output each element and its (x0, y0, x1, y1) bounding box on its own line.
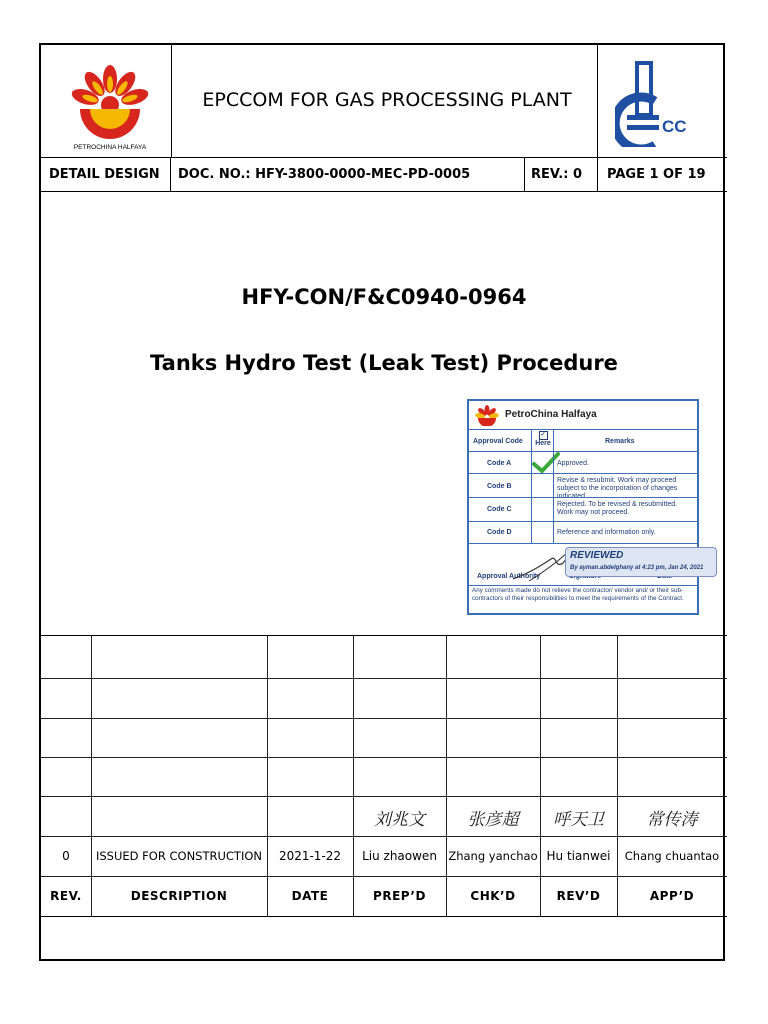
description-value: ISSUED FOR CONSTRUCTION (95, 849, 262, 863)
signature-chkd: 张彦超 (467, 810, 519, 830)
header-chkd: CHK’D (470, 889, 516, 903)
stamp-col-remarks: Remarks (605, 438, 635, 445)
stamp-note: Any comments made do not relieve the contractor/ vendor and/ or their sub-contractors of their responsibilities to meet the requirements of the Contract. (472, 587, 684, 602)
petrochina-logo (63, 57, 157, 151)
rev-label: REV.: 0 (531, 167, 582, 182)
header-title: EPCCOM FOR GAS PROCESSING PLANT (202, 89, 572, 111)
signature-appd: 常传涛 (646, 810, 698, 830)
svg-text:CC: CC (662, 117, 687, 136)
header-date: DATE (291, 889, 329, 903)
reviewed-label: REVIEWED (570, 550, 624, 561)
header-revd: REV’D (556, 889, 601, 903)
stamp-logo-icon (475, 404, 499, 426)
stamp-code-c: Code C (487, 506, 512, 513)
stamp-col-here: ✓ Here (535, 432, 551, 447)
reviewed-badge (565, 547, 717, 577)
signature-prepd: 刘兆文 (374, 810, 425, 830)
stamp-remark-a: Approved. (557, 460, 589, 467)
stamp-company: PetroChina Halfaya (505, 409, 597, 420)
header-description: DESCRIPTION (130, 889, 228, 903)
header-rev: REV. (50, 889, 82, 903)
stage-label: DETAIL DESIGN (49, 167, 160, 182)
page-number: PAGE 1 OF 19 (607, 167, 706, 182)
stamp-code-d: Code D (487, 529, 512, 536)
petrochina-logo-text: PETROCHINA HALFAYA (73, 144, 147, 151)
stamp-col-code: Approval Code (473, 438, 523, 445)
doc-number: DOC. NO.: HFY-3800-0000-MEC-PD-0005 (178, 167, 471, 182)
stamp-footer-authority: Approval Authority (477, 573, 541, 580)
date-value: 2021-1-22 (278, 849, 342, 863)
header-appd: APP’D (649, 889, 695, 903)
signature-revd: 呼天卫 (553, 810, 604, 830)
stamp-remark-b: Revise & resubmit. Work may proceed subject to the incorporation of changes indicated. (557, 477, 678, 500)
chkd-value: Zhang yanchao (448, 849, 538, 863)
ecc-logo (615, 59, 707, 147)
prepd-value: Liu zhaowen (362, 849, 437, 863)
appd-value: Chang chuantao (624, 849, 720, 863)
document-page (39, 43, 725, 961)
stamp-code-a: Code A (487, 460, 512, 467)
reviewed-by: By ayman.abdelghany at 4:23 pm, Jan 24, 2021 (570, 565, 704, 571)
check-icon (531, 451, 561, 475)
review-stamp (467, 399, 704, 615)
document-code: HFY-CON/F&C0940-0964 (241, 285, 527, 309)
stamp-code-b: Code B (487, 483, 512, 490)
stamp-remark-c: Rejected. To be revised & resubmitted. Work may not proceed. (557, 501, 678, 516)
header-prepd: PREP’D (373, 889, 426, 903)
stamp-remark-d: Reference and information only. (557, 529, 656, 536)
revd-value: Hu tianwei (546, 849, 611, 863)
rev-value: 0 (62, 849, 70, 863)
document-title: Tanks Hydro Test (Leak Test) Procedure (150, 351, 618, 375)
